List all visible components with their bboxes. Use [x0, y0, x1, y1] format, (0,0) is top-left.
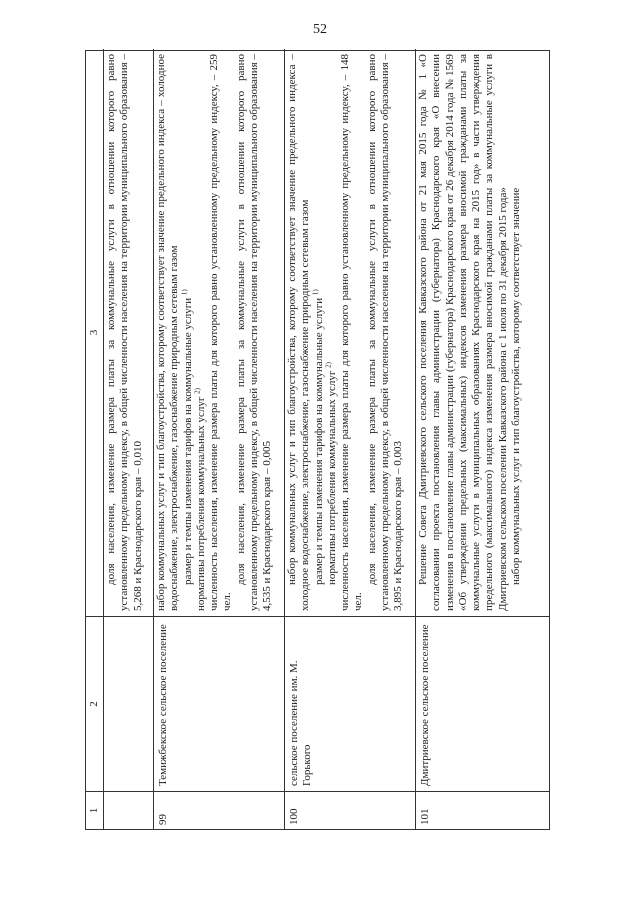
consumption-norms-text: нормативы потребления коммунальных услуг $^{2)}$: [324, 362, 338, 585]
row-content: [103, 49, 153, 616]
settlement-name: сельское поселение им. М. Горького: [284, 616, 415, 791]
table-header-row: [86, 49, 104, 829]
header-col-2: 2: [86, 616, 103, 791]
settlement-name: [103, 616, 153, 791]
header-col-1: 1: [86, 791, 103, 829]
service-set-text: набор коммунальных услуг и тип благоустройства, которому соответствует значение предельного индекса – холодное водоснабжение, электроснабжение, газоснабжение природным сетевым газом: [155, 54, 181, 611]
footnote-marker: 1): [310, 289, 319, 296]
service-set-text: набор коммунальных услуг и тип благоустройства, которому соответствует значение: [510, 187, 523, 585]
footnote-marker: 2): [193, 388, 202, 394]
row-content: [415, 49, 549, 616]
population-count-text: численность населения, изменение размера платы для которого равно установленному предельному индексу, – 148 чел.: [339, 54, 365, 611]
share-of-population-text: доля населения, изменение размера платы за коммунальные услуги в отношении которого равно установленному предельному индексу, в общей численности населения на территории муниципального образования – 5,268 и Краснодарского края – 0,010: [105, 54, 144, 611]
row-number: [103, 791, 153, 829]
table-row: [284, 49, 416, 829]
page-number: 52: [313, 22, 327, 37]
consumption-norms-text: нормативы потребления коммунальных услуг $^{2)}$: [193, 388, 207, 611]
header-col-3: 3: [88, 329, 100, 336]
rotated-table-container: [85, 50, 550, 830]
share-of-population-text: доля населения, изменение размера платы за коммунальные услуги в отношении которого равно установленному предельному индексу, в общей численности населения на территории муниципального образования – 4,535 и Краснодарского края – 0,005: [234, 54, 274, 611]
service-set-text: набор коммунальных услуг и тип благоустройства, которому соответствует значение предельного индекса – холодное водоснабжение, электроснабжение, газоснабжение природным сетевым газом: [286, 54, 312, 611]
council-decision-text: Решение Совета Дмитриевского сельского поселения Кавказского района от 21 мая 2015 года № 1 «О согласовании проекта постановления главы администрации (губернатора) Краснодарского края «О внесении изменения в постановление главы администрации (губернатора) Краснодарского края от 26 декабря 2014 года № 1569 «Об утверждении предельных (максимальных) индексов изменения размера вносимой гражданами платы за коммунальные услуги в муниципальных образованиях Краснодарского края на 2015 год» в части утверждения предельного (максимального) индекса изменения размера вносимой гражданами платы за коммунальные услуги в Дмитриевском сельском поселении Кавказского района с 1 июля по 31 декабря 2015 года»: [417, 54, 509, 611]
row-number: 100: [284, 791, 415, 829]
table-row: [415, 49, 549, 829]
data-table: [85, 50, 550, 830]
settlement-name: Темижбекское сельское поселение: [153, 616, 284, 791]
tariff-rate-text: размер и темпы изменения тарифов на коммунальные услуги $^{1)}$: [179, 289, 194, 585]
tariff-rate-text: размер и темпы изменения тарифов на коммунальные услуги $^{1)}$: [310, 289, 325, 585]
footnote-marker: 2): [324, 362, 333, 368]
row-number: 101: [415, 791, 549, 829]
row-number: 99: [153, 791, 284, 829]
population-count-text: численность населения, изменение размера платы для которого равно установленному предельному индексу, – 259 чел.: [208, 54, 234, 611]
table-row: [153, 49, 285, 829]
footnote-marker: 1): [179, 289, 188, 296]
settlement-name: Дмитриевское сельское поселение: [415, 616, 549, 791]
row-content: [284, 49, 415, 616]
table-row: [103, 49, 154, 829]
share-of-population-text: доля населения, изменение размера платы за коммунальные услуги в отношении которого равно установленному предельному индексу, в общей численности населения на территории муниципального образования – 3,895 и Краснодарского края – 0,003: [365, 54, 405, 611]
row-content: [153, 49, 284, 616]
